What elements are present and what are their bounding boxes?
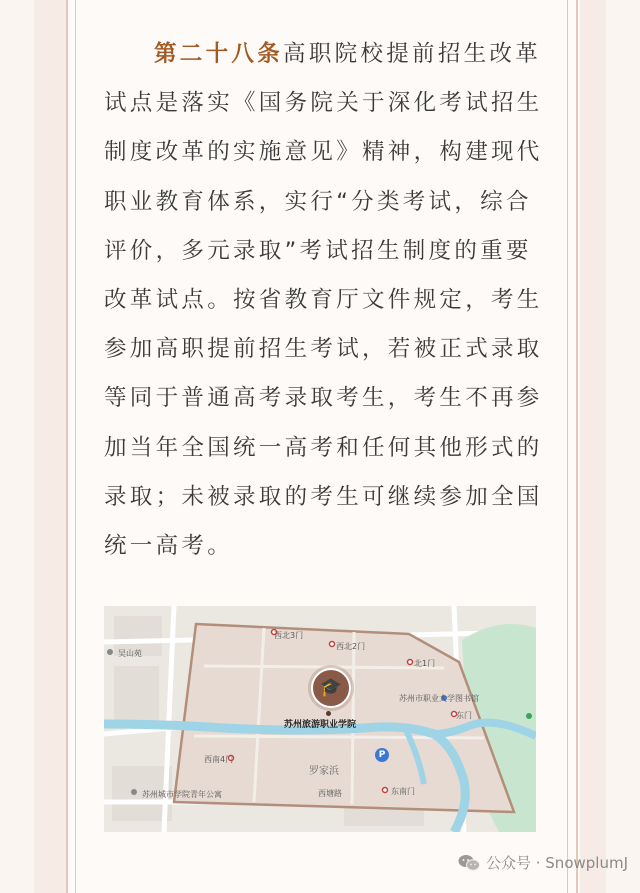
village-label: 罗家浜 [309,766,339,777]
article-paragraph [104,30,544,571]
road-label: 西塘路 [318,789,342,798]
library-label: 苏州市职业大学图书馆 [399,694,479,703]
wechat-icon [458,854,480,872]
parking-icon: P [375,748,389,762]
watermark [458,852,628,873]
park-label: 苏州城市学院青年公寓 [142,790,222,799]
gate-label-southeast: 东南门 [391,787,415,796]
gate-label-northwest2: 西北2门 [336,642,366,651]
frame-border-right-outer [576,0,578,893]
frame-border-left-outer [66,0,68,893]
article-body [104,30,544,571]
watermark-text: 公众号 · SnowplumJ [485,854,628,872]
frame-border-right-inner [567,0,568,893]
location-dot-icon [326,711,331,716]
campus-name-label: 苏州旅游职业学院 [284,720,357,730]
gate-label-southwest4: 西南4门 [204,755,234,764]
right-margin [606,0,640,893]
campus-map[interactable] [104,606,536,832]
left-margin [0,0,34,893]
frame-border-left-inner [75,0,76,893]
gate-label-east: 东门 [456,711,472,720]
article-clause-number: 第二十八条 [154,41,284,67]
graduation-cap-icon[interactable]: 🎓 [311,668,351,708]
gate-label-northwest3: 西北3门 [274,631,304,640]
top-left-label: 吴山苑 [118,649,142,658]
gate-label-north1: 北1门 [414,659,436,668]
article-text: 高职院校提前招生改革试点是落实《国务院关于深化考试招生制度改革的实施意见》精神，构建现代职业教育体系，实行“分类考试，综合评价，多元录取”考试招生制度的重要改革试点。按省教育厅文件规定，考生参加高职提前招生考试，若被正式录取等同于普通高考录取考生，考生不再参加当年全国统一高考和任何其他形式的录取；未被录取的考生可继续参加全国统一高考。 [104,41,543,560]
